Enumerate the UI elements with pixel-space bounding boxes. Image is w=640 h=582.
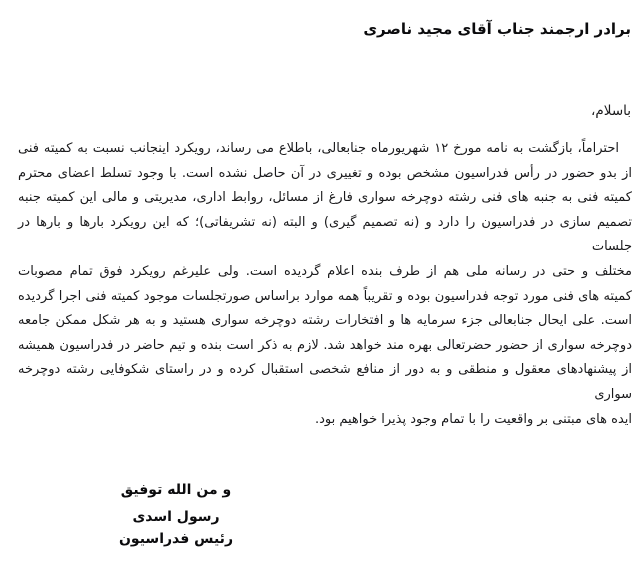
body-line-9: از پیشنهادهای معقول و منطقی و به دور از منافع شخصی استقبال کرده و در راستای شکوفایی رشته دوچرخه سواری xyxy=(18,362,632,402)
body-line-2: از بدو حضور در رأس فدراسیون مشخص بوده و تغییری در آن حاصل نشده است. با وجود تسلط اعضای محترم xyxy=(18,165,632,181)
body-line-4: تصمیم سازی در فدراسیون را دارد و (نه تصمیم گیری) و البته (نه تشریفاتی)؛ که این رویکرد بارها و بارها در جلسات xyxy=(18,214,632,255)
signatory-name: رسول اسدی xyxy=(132,509,220,525)
signatory-title: رئیس فدراسیون xyxy=(118,531,234,547)
closing-phrase: و من الله توفیق xyxy=(120,482,232,498)
body-line-10: ایده های مبتنی بر واقعیت را با تمام وجود پذیرا خواهیم بود. xyxy=(314,411,632,427)
body-line-6: کمیته های فنی مورد توجه فدراسیون بوده و تقریباً همه موارد براساس صورتجلسات موجود کمیته فنی اجرا گردیده xyxy=(18,288,632,304)
letter-title: برادر ارجمند جناب آقای مجید ناصری xyxy=(363,20,631,38)
body-line-5: مختلف و حتی در رسانه ملی هم از طرف بنده اعلام گردیده است. ولی علیرغم رویکرد فوق تمام مصوبات xyxy=(18,263,632,279)
signature-block xyxy=(78,482,274,547)
body-line-1: احتراماً، بازگشت به نامه مورخ ۱۲ شهریورماه جنابعالی، باطلاع می رساند، رویکرد اینجانب نسبت به کمیته فنی xyxy=(18,141,619,156)
body-line-7: است. علی ایحال جنابعالی جزء سرمایه ها و افتخارات رشته دوچرخه سواری هستید و به هر شکل ممکن جامعه xyxy=(18,313,632,329)
salutation: باسلام، xyxy=(591,103,631,119)
body-line-3: کمیته فنی به جنبه های فنی رشته دوچرخه سواری فارغ از مسائل، روابط اداری، مدیریتی و مالی این کمیته جنبه xyxy=(18,190,632,206)
body-line-8: دوچرخه سواری از حضور حضرتعالی بهره مند خواهد شد. لازم به ذکر است بنده و تیم حاضر در فدراسیون همیشه xyxy=(18,337,632,353)
letter-body xyxy=(18,137,632,432)
